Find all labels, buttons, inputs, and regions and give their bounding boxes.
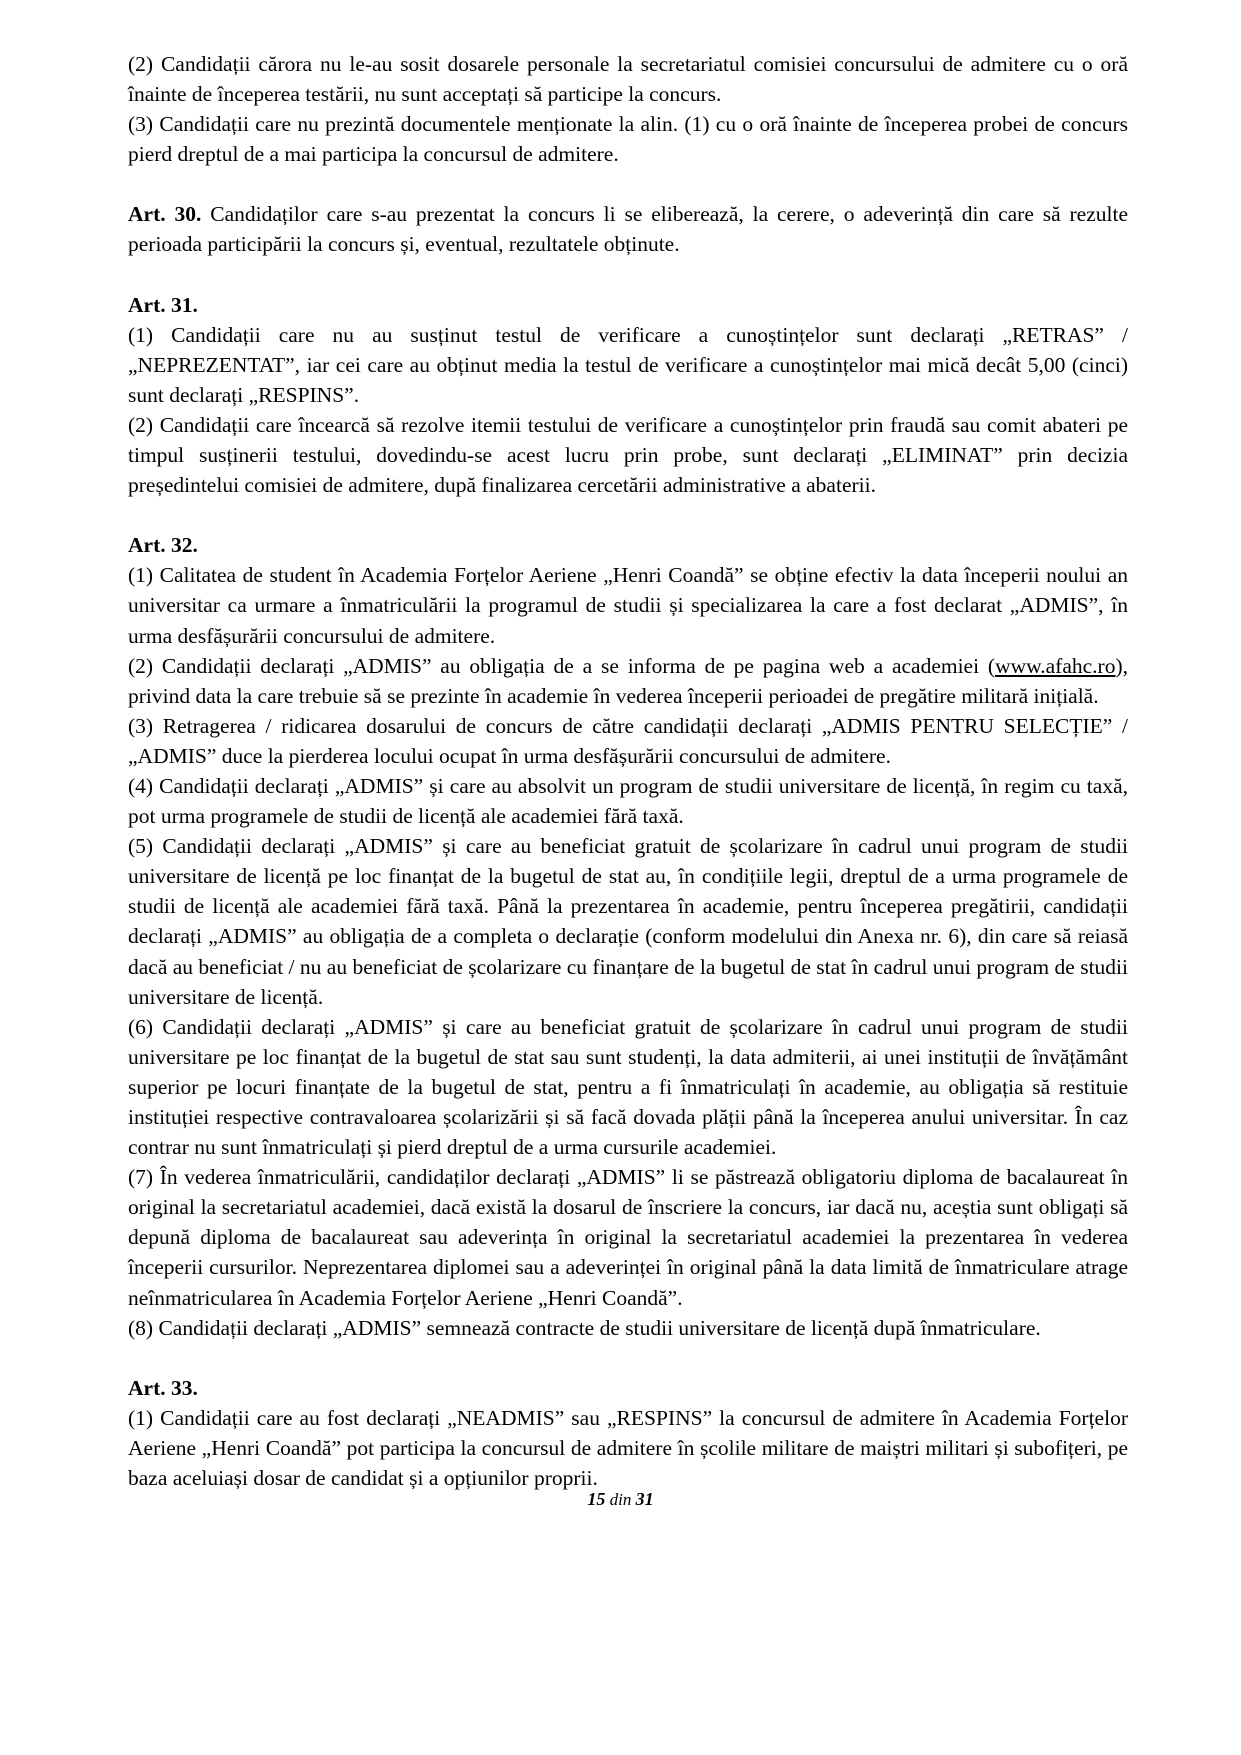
art32-2-before-url: (2) Candidații declarați „ADMIS” au obligația de a se informa de pe pagina web a academiei ( bbox=[128, 653, 996, 678]
paragraph-art29-3: (3) Candidații care nu prezintă documentele menționate la alin. (1) cu o oră înainte de începerea probei de concurs pierd dreptul de a mai participa la concursul de admitere. bbox=[128, 112, 1128, 167]
paragraph-art30 bbox=[128, 199, 1128, 259]
paragraph-art32-5: (5) Candidații declarați „ADMIS” și care au beneficiat gratuit de școlarizare în cadrul unui program de studii universitare de licență pe loc finanțat de la bugetul de stat au, în condițiile legii, dreptul de a urma programele de studii de licență ale academiei fără taxă. Până la prezentarea în academie, pentru începerea pregătirii, candidații declarați „ADMIS” au obligația de a completa o declarație (conform modelului din Anexa nr. 6), din care să reiasă dacă au beneficiat / nu au beneficiat de școlarizare cu finanțare de la bugetul de stat în cadrul unui program de studii universitare de licență. bbox=[128, 834, 1128, 1009]
paragraph-art32-4: (4) Candidații declarați „ADMIS” și care au absolvit un program de studii universitare de licență, în regim cu taxă, pot urma programele de studii de licență ale academiei fără taxă. bbox=[128, 773, 1128, 829]
art30-label: Art. 30. bbox=[128, 202, 202, 227]
spacer bbox=[128, 1343, 1128, 1373]
art32-heading: Art. 32. bbox=[128, 533, 198, 558]
paragraph-art31-1: (1) Candidații care nu au susținut testul de verificare a cunoștințelor sunt declarați „RETRAS” / „NEPREZENTAT”, iar cei care au obținut media la testul de verificare a cunoștințelor mai mică decât 5,00 (cinci) sunt declarați „RESPINS”. bbox=[128, 322, 1128, 407]
paragraph-art31-2: (2) Candidații care încearcă să rezolve itemii testului de verificare a cunoștințelor prin fraudă sau comit abateri pe timpul susținerii testului, dovedindu-se acest lucru prin probe, sunt declarați „ELIMINAT” prin decizia președintelui comisiei de admitere, după finalizarea cercetării administrative a abaterii. bbox=[128, 412, 1128, 498]
paragraph-art33-1: (1) Candidații care au fost declarați „NEADMIS” sau „RESPINS” la concursul de admitere în Academia Forțelor Aeriene „Henri Coandă” pot participa la concursul de admitere în școlile militare de maiștri militari și subofițeri, pe baza aceluiași dosar de candidat și a opțiunilor proprii. bbox=[128, 1405, 1128, 1491]
footer-separator: din bbox=[605, 1490, 636, 1509]
footer-page-number: 15 bbox=[587, 1489, 606, 1509]
page-footer bbox=[0, 1489, 1241, 1510]
paragraph-art32-8: (8) Candidații declarați „ADMIS” semnează contracte de studii universitare de licență după înmatriculare. bbox=[128, 1315, 1041, 1340]
spacer bbox=[128, 169, 1128, 199]
art31-heading: Art. 31. bbox=[128, 292, 198, 317]
paragraph-art32-6: (6) Candidații declarați „ADMIS” și care au beneficiat gratuit de școlarizare în cadrul unui program de studii universitare pe loc finanțat de la bugetul de stat sau sunt studenți, la data admiterii, ai unei instituții de învățământ superior pe locuri finanțate de la bugetul de stat, pentru a fi înmatriculați în academie, au obligația să restituie instituției respective contravaloarea școlarizării și să facă dovada plății până la începerea anului universitar. În caz contrar nu sunt înmatriculați și pierd dreptul de a urma cursurile academiei. bbox=[128, 1014, 1128, 1160]
art33-heading: Art. 33. bbox=[128, 1375, 198, 1400]
paragraph-art32-1: (1) Calitatea de student în Academia Forțelor Aeriene „Henri Coandă” se obține efectiv la data începerii noului an universitar ca urmare a înmatriculării la programul de studii și specializarea la care a fost declarat „ADMIS”, în urma desfășurării concursului de admitere. bbox=[128, 563, 1128, 648]
academy-website-link[interactable]: www.afahc.ro bbox=[995, 653, 1116, 678]
footer-total-pages: 31 bbox=[635, 1489, 654, 1509]
paragraph-art32-7: (7) În vederea înmatriculării, candidaților declarați „ADMIS” li se păstrează obligatoriu diploma de bacalaureat în original la secretariatul academiei, dacă există la dosarul de înscriere la concurs, iar dacă nu, aceștia sunt obligați să depună diploma de bacalaureat sau adeverința în original la secretariatul academiei la prezentarea în vederea începerii cursurilor. Neprezentarea diplomei sau a adeverinței în original până la data limită de înmatriculare atrage neînmatricularea în Academia Forțelor Aeriene „Henri Coandă”. bbox=[128, 1165, 1128, 1310]
paragraph-art29-2: (2) Candidații cărora nu le-au sosit dosarele personale la secretariatul comisiei concursului de admitere cu o oră înainte de începerea testării, nu sunt acceptați să participe la concurs. bbox=[128, 52, 1128, 107]
art30-text: Candidaților care s-au prezentat la concurs li se eliberează, la cerere, o adeverință din care să rezulte perioada participării la concurs și, eventual, rezultatele obținute. bbox=[128, 202, 1129, 257]
paragraph-art32-3: (3) Retragerea / ridicarea dosarului de concurs de către candidații declarați „ADMIS PENTRU SELECȚIE” / „ADMIS” duce la pierderea locului ocupat în urma desfășurării concursului de admitere. bbox=[128, 713, 1128, 768]
art32-2-after-url: ), privind data la care trebuie să se prezinte în academie în vederea începerii perioadei de pregătire militară inițială. bbox=[128, 653, 1128, 708]
spacer bbox=[128, 500, 1128, 530]
document-body bbox=[128, 49, 1128, 1493]
spacer bbox=[128, 260, 1128, 290]
paragraph-art32-2 bbox=[128, 651, 1128, 711]
